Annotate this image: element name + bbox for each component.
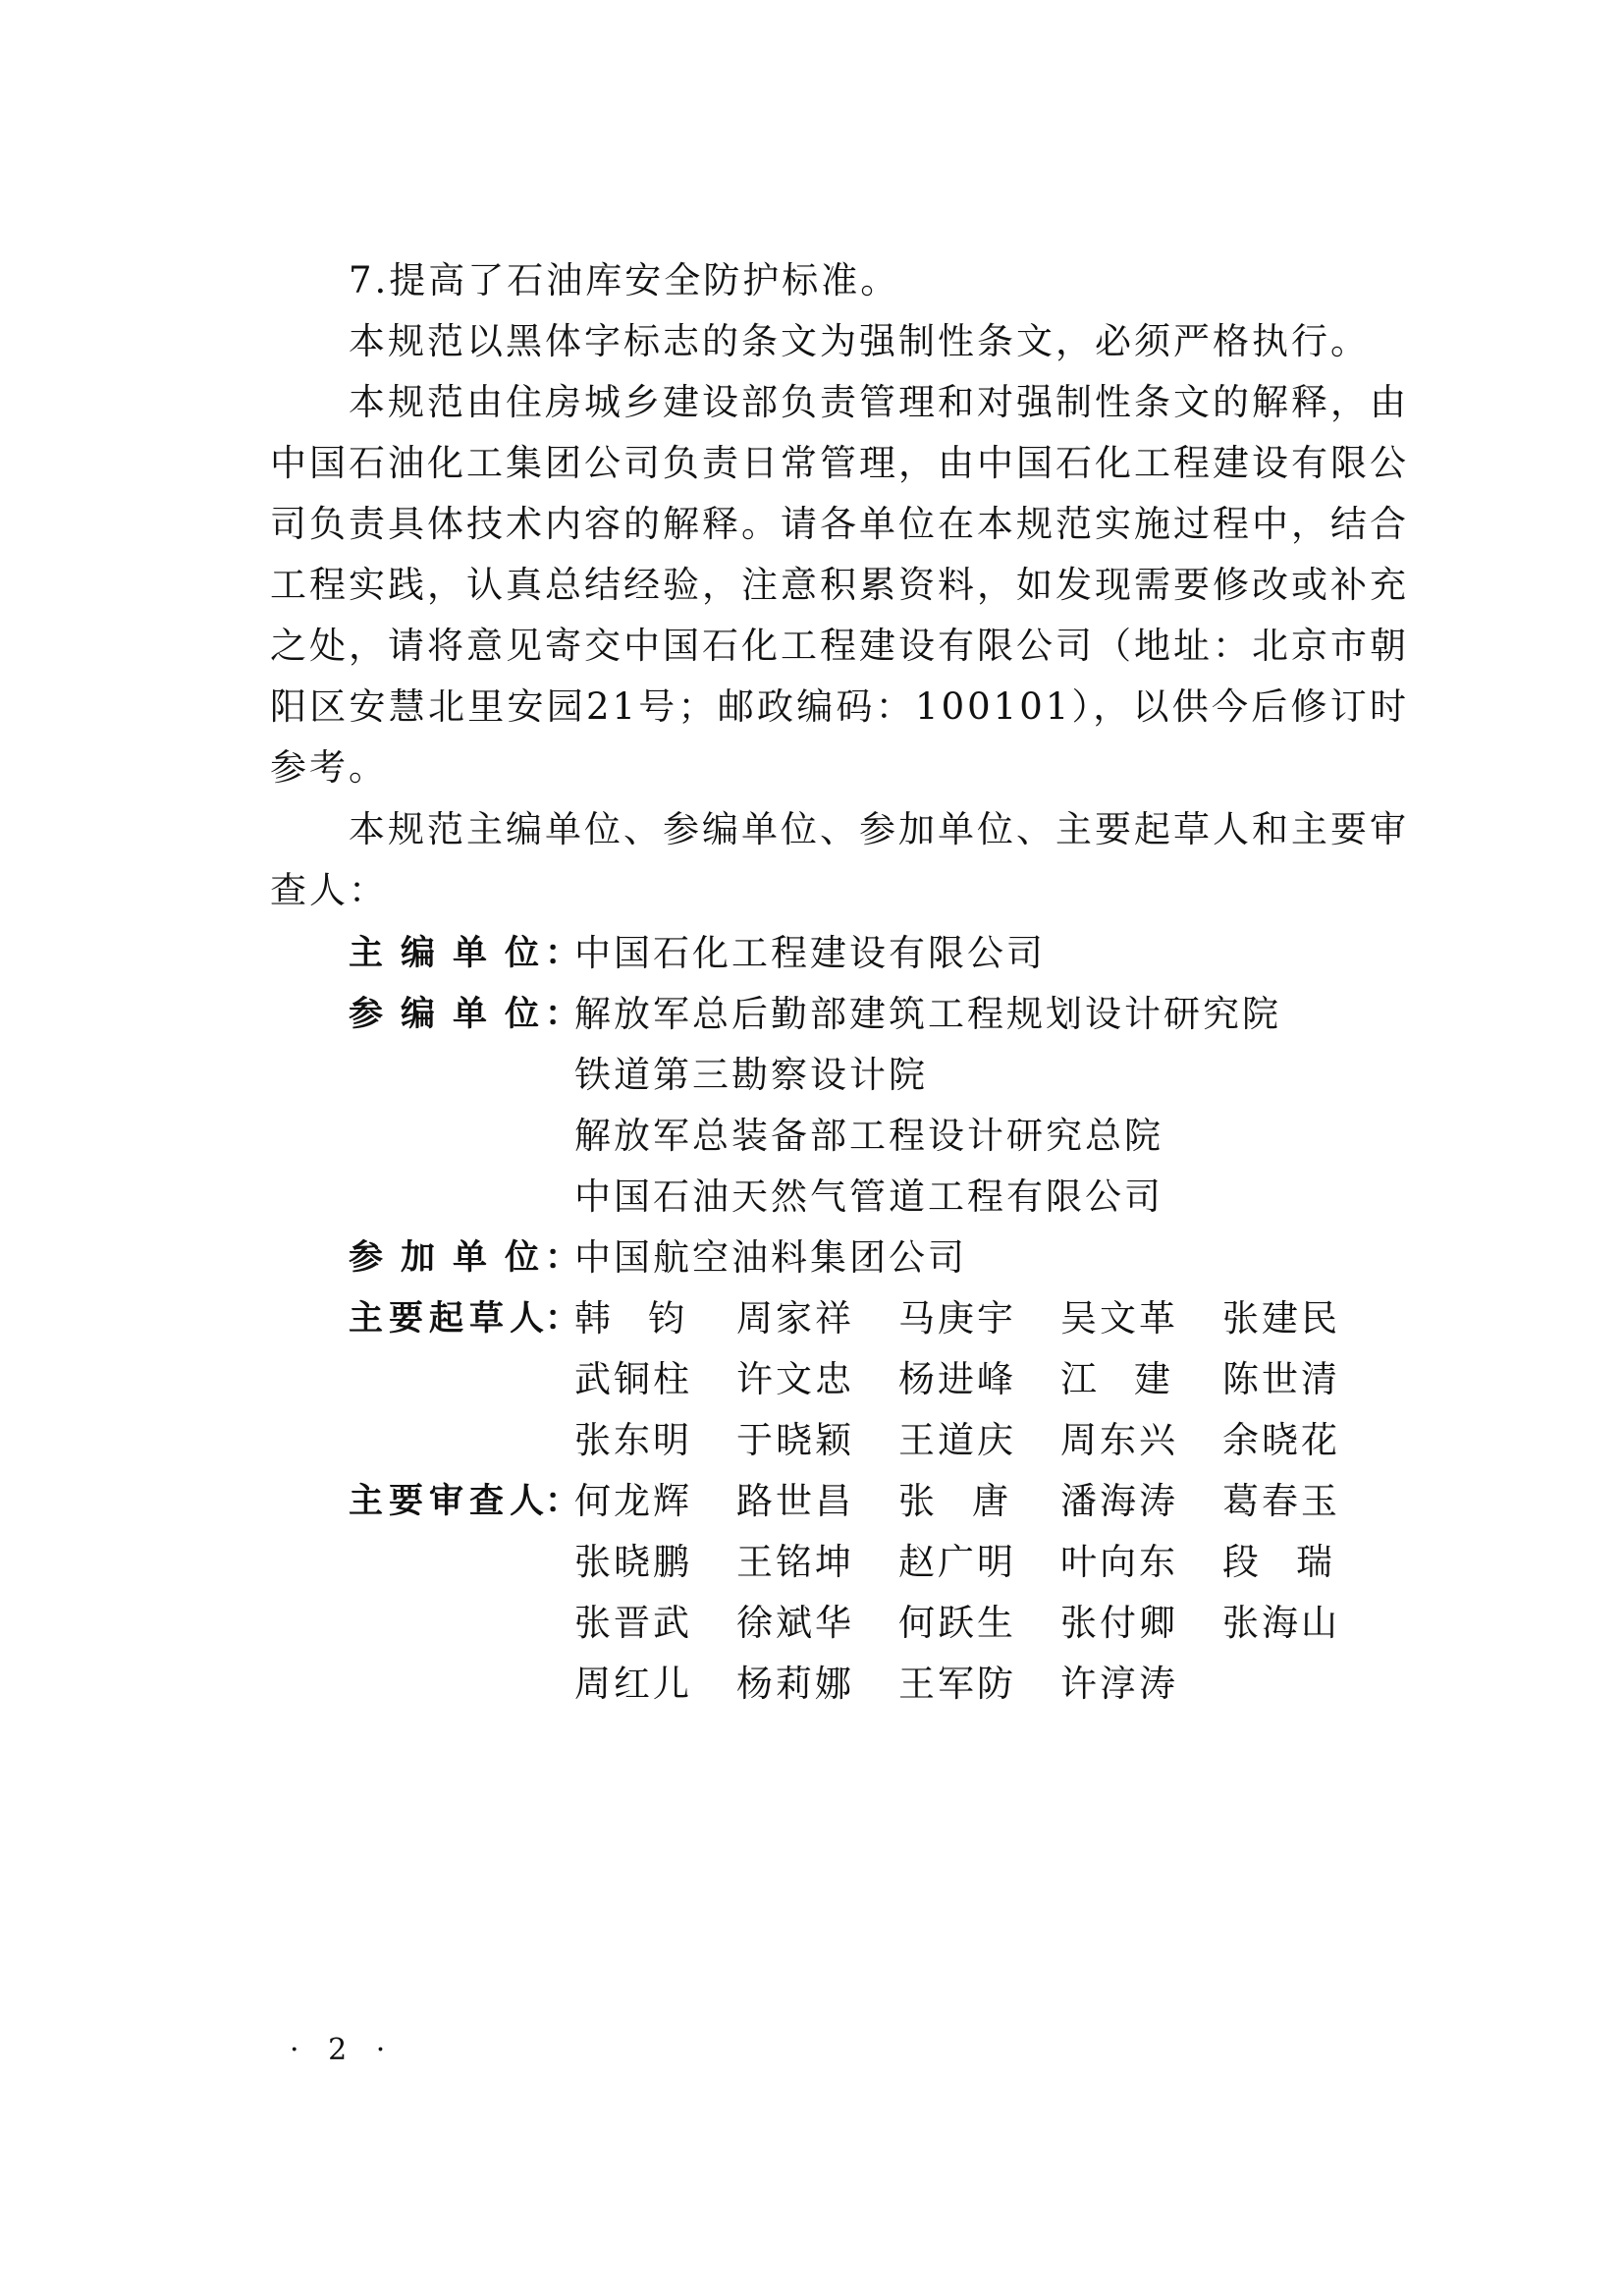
person-name: 潘海涛 xyxy=(1060,1480,1178,1522)
person-name: 许淳涛 xyxy=(1060,1663,1178,1705)
person-name: 杨莉娜 xyxy=(736,1663,854,1705)
unit-name: 中国石油天然气管道工程有限公司 xyxy=(574,1175,1163,1218)
person-name: 张付卿 xyxy=(1060,1602,1178,1644)
person-name: 徐斌华 xyxy=(736,1602,854,1644)
person-name: 韩钧 xyxy=(574,1297,722,1339)
person-name: 葛春玉 xyxy=(1222,1480,1340,1522)
mandatory-clause-paragraph: 本规范以黑体字标志的条文为强制性条文，必须严格执行。 xyxy=(349,320,1370,362)
person-name: 张海山 xyxy=(1222,1602,1340,1644)
person-name: 赵广明 xyxy=(898,1541,1016,1583)
drafters-names xyxy=(574,1288,1384,1471)
unit-name: 解放军总装备部工程设计研究总院 xyxy=(574,1115,1163,1157)
person-name: 许文忠 xyxy=(736,1358,854,1400)
person-name: 周红儿 xyxy=(574,1663,692,1705)
person-name: 马庚宇 xyxy=(898,1297,1016,1339)
unit-name: 中国航空油料集团公司 xyxy=(574,1236,967,1279)
person-name: 王军防 xyxy=(898,1663,1016,1705)
unit-name: 解放军总后勤部建筑工程规划设计研究院 xyxy=(574,993,1281,1035)
person-name: 何跃生 xyxy=(898,1602,1016,1644)
person-name: 江建 xyxy=(1060,1358,1208,1400)
person-name: 叶向东 xyxy=(1060,1541,1178,1583)
unit-name: 中国石化工程建设有限公司 xyxy=(574,932,1046,974)
person-name: 张建民 xyxy=(1222,1297,1340,1339)
management-paragraph: 本规范由住房城乡建设部负责管理和对强制性条文的解释，由中国石油化工集团公司负责日常管理，由中国石化工程建设有限公司负责具体技术内容的解释。请各单位在本规范实施过程中，结合工程实践，认真总结经验，注意积累资料，如发现需要修改或补充之处，请将意见寄交中国石化工程建设有限公司（地址：北京市朝阳区安慧北里安园21号；邮政编码：100101），以供今后修订时参考。 xyxy=(270,381,1409,789)
roles-list xyxy=(349,923,1384,1715)
participating-units-row: 参加单位： 中国航空油料集团公司 xyxy=(349,1228,1384,1288)
reviewers-names xyxy=(574,1471,1384,1715)
person-name: 于晓颖 xyxy=(736,1419,854,1461)
intro-list-paragraph: 本规范主编单位、参编单位、参加单位、主要起草人和主要审查人： xyxy=(270,808,1409,911)
drafters-row: 主要起草人： 韩钧 周家祥 马庚宇 吴文革 张建民 武铜柱 许文忠 杨进峰 江建 陈世清 张东明 于晓颖 王道庆 周东兴 余晓花 xyxy=(349,1288,1384,1471)
person-name: 王道庆 xyxy=(898,1419,1016,1461)
reviewers-label: 主要审查人 xyxy=(349,1482,551,1521)
participating-units-label: 参加单位 xyxy=(349,1238,545,1278)
unit-name: 铁道第三勘察设计院 xyxy=(574,1054,928,1096)
person-name: 周家祥 xyxy=(736,1297,854,1339)
drafters-label: 主要起草人 xyxy=(349,1299,551,1339)
person-name: 张唐 xyxy=(898,1480,1046,1522)
page-number: · 2 · xyxy=(290,2033,396,2067)
person-name: 张东明 xyxy=(574,1419,692,1461)
person-name: 段瑞 xyxy=(1222,1541,1370,1583)
person-name: 吴文革 xyxy=(1060,1297,1178,1339)
person-name: 王铭坤 xyxy=(736,1541,854,1583)
person-name: 杨进峰 xyxy=(898,1358,1016,1400)
chief-editor-label: 主编单位 xyxy=(349,934,545,973)
person-name: 路世昌 xyxy=(736,1480,854,1522)
participating-editors-label: 参编单位 xyxy=(349,995,545,1034)
person-name: 张晋武 xyxy=(574,1602,692,1644)
chief-editor-row: 主编单位： 中国石化工程建设有限公司 xyxy=(349,923,1384,984)
person-name: 陈世清 xyxy=(1222,1358,1340,1400)
person-name: 何龙辉 xyxy=(574,1480,692,1522)
participating-editors-row: 参编单位： 解放军总后勤部建筑工程规划设计研究院 铁道第三勘察设计院 解放军总装备部工程设计研究总院 中国石油天然气管道工程有限公司 xyxy=(349,984,1384,1228)
person-name: 余晓花 xyxy=(1222,1419,1340,1461)
person-name: 武铜柱 xyxy=(574,1358,692,1400)
item-7-paragraph: 7.提高了石油库安全防护标准。 xyxy=(349,259,900,301)
reviewers-row: 主要审查人： 何龙辉 路世昌 张唐 潘海涛 葛春玉 张晓鹏 王铭坤 赵广明 叶向东 段瑞 张晋武 徐斌华 何跃生 张付卿 张海山 周红儿 杨莉娜 王军防 许淳涛 xyxy=(349,1471,1384,1715)
person-name: 张晓鹏 xyxy=(574,1541,692,1583)
person-name: 周东兴 xyxy=(1060,1419,1178,1461)
